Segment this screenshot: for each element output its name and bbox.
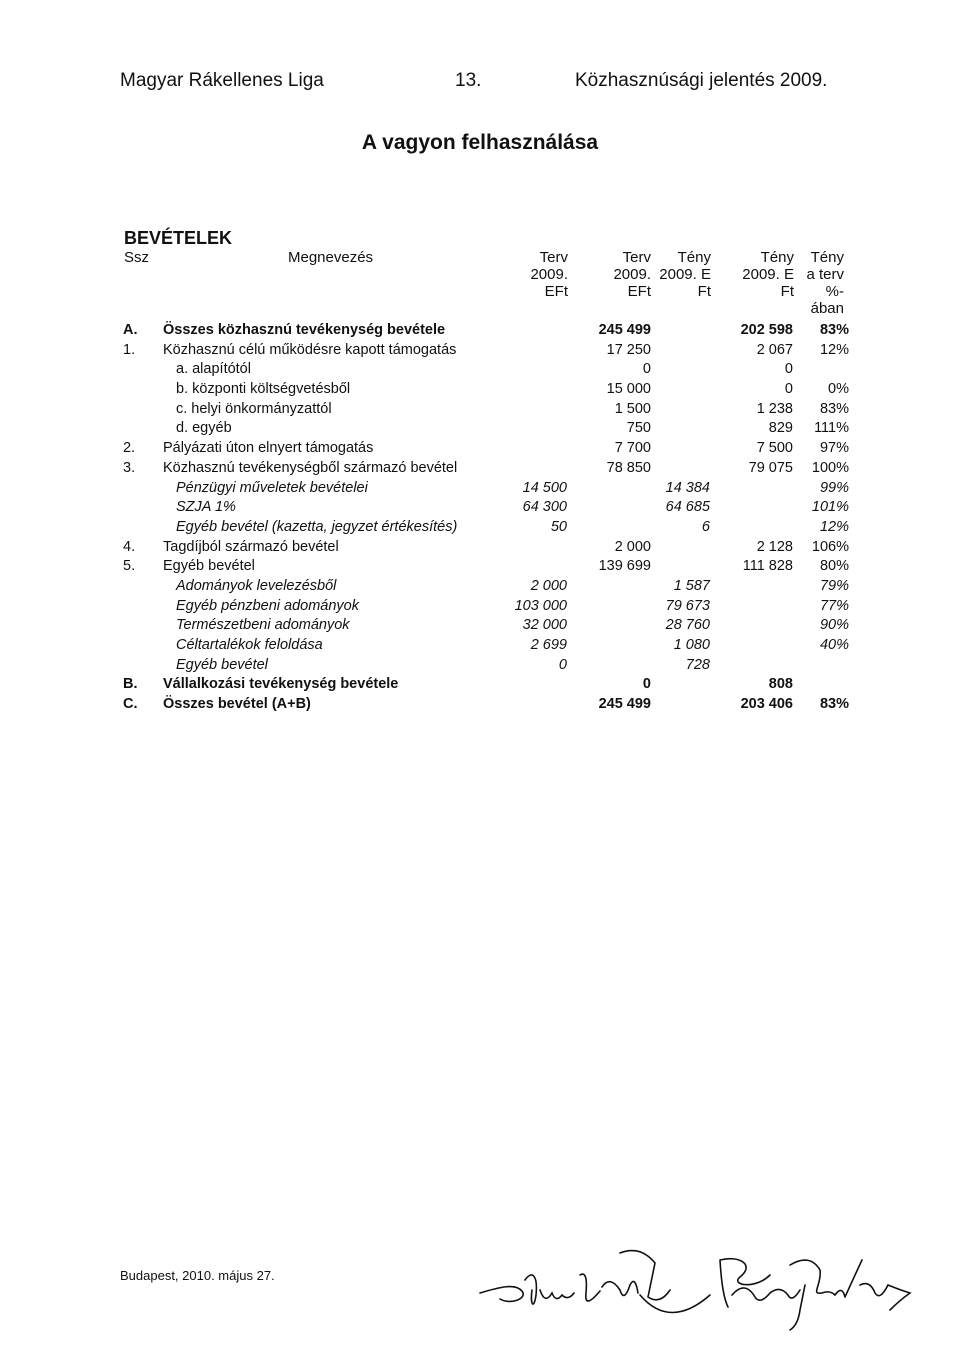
col-header-line: 2009.: [530, 266, 568, 283]
row-ssz: C.: [123, 696, 138, 713]
row-teny-1: 14 384: [665, 479, 710, 496]
table-row: [0, 380, 960, 400]
row-ssz: B.: [123, 676, 138, 693]
row-teny-pct: 99%: [819, 479, 849, 496]
row-teny-pct: 101%: [811, 499, 849, 516]
row-teny-1: 728: [685, 656, 710, 673]
col-header-teny-1: [659, 249, 711, 300]
row-teny-2: 7 500: [756, 440, 793, 457]
row-name: Adományok levelezésből: [176, 577, 337, 594]
table-row: [0, 577, 960, 597]
col-header-teny-pct: [806, 249, 844, 317]
col-header-line: ában: [810, 300, 844, 317]
row-terv-2: 78 850: [606, 459, 651, 476]
row-terv-1: 103 000: [514, 597, 567, 614]
row-name: Pénzügyi műveletek bevételei: [176, 479, 368, 496]
row-name: Pályázati úton elnyert támogatás: [163, 440, 374, 457]
row-name: Egyéb bevétel: [163, 558, 255, 575]
row-name: Tagdíjból származó bevétel: [163, 538, 339, 555]
row-teny-pct: 0%: [828, 381, 849, 398]
row-terv-2: 245 499: [598, 322, 651, 338]
row-teny-pct: 79%: [819, 577, 849, 594]
row-terv-2: 0: [642, 676, 651, 693]
table-row: [0, 538, 960, 558]
row-name: Közhasznú tevékenységből származó bevétel: [163, 459, 458, 476]
revenue-table: [0, 321, 960, 715]
section-heading: BEVÉTELEK: [124, 228, 233, 248]
row-teny-pct: 77%: [819, 597, 849, 614]
row-teny-2: 808: [768, 676, 793, 693]
table-row: [0, 439, 960, 459]
row-teny-pct: 83%: [819, 322, 849, 338]
row-teny-pct: 106%: [811, 538, 849, 555]
row-name: SZJA 1%: [176, 499, 236, 516]
row-teny-1: 79 673: [665, 597, 710, 614]
row-name: Természetbeni adományok: [176, 617, 350, 634]
row-teny-1: 1 080: [673, 637, 710, 653]
row-terv-1: 0: [558, 656, 567, 673]
table-row: [0, 498, 960, 518]
row-teny-pct: 40%: [819, 637, 849, 653]
row-name: c. helyi önkormányzattól: [176, 400, 332, 417]
col-header-line: a terv: [806, 266, 844, 283]
table-row: [0, 636, 960, 656]
table-row: [0, 557, 960, 577]
row-terv-2: 0: [642, 361, 651, 378]
col-header-line: 2009.: [613, 266, 651, 283]
row-terv-1: 14 500: [522, 479, 567, 496]
table-row: [0, 656, 960, 676]
col-header-line: Tény: [810, 249, 844, 266]
col-header-line: Tény: [677, 249, 711, 266]
row-terv-1: 50: [550, 518, 567, 535]
row-teny-pct: 83%: [819, 400, 849, 417]
table-row: [0, 459, 960, 479]
row-name: Egyéb bevétel: [176, 656, 268, 673]
table-row: [0, 321, 960, 341]
row-name: Egyéb pénzbeni adományok: [176, 597, 359, 614]
col-header-line: Ft: [780, 283, 794, 300]
row-teny-pct: 111%: [814, 420, 849, 437]
row-name: a. alapítótól: [176, 361, 251, 378]
row-terv-2: 2 000: [614, 538, 651, 555]
row-name: Céltartalékok feloldása: [176, 637, 323, 653]
col-header-line: Terv: [622, 249, 651, 266]
row-name: Összes bevétel (A+B): [163, 696, 311, 713]
table-row: [0, 616, 960, 636]
row-name: Közhasznú célú működésre kapott támogatás: [163, 341, 457, 358]
table-row: [0, 360, 960, 380]
row-teny-2: 111 828: [742, 558, 793, 575]
row-teny-1: 1 587: [673, 577, 710, 594]
row-teny-2: 2 128: [756, 538, 793, 555]
header-report-title: Közhasznúsági jelentés 2009.: [575, 70, 828, 91]
row-terv-1: 2 000: [530, 577, 567, 594]
col-header-name: Megnevezés: [288, 249, 374, 266]
row-teny-2: 2 067: [756, 341, 793, 358]
row-teny-pct: 100%: [811, 459, 849, 476]
table-row: [0, 400, 960, 420]
row-terv-2: 139 699: [598, 558, 651, 575]
row-terv-2: 750: [626, 420, 651, 437]
col-header-line: EFt: [544, 283, 568, 300]
col-header-terv-2: [613, 249, 651, 300]
header-org: Magyar Rákellenes Liga: [120, 70, 324, 91]
row-teny-pct: 83%: [819, 696, 849, 713]
row-teny-pct: 12%: [819, 341, 849, 358]
row-terv-2: 1 500: [614, 400, 651, 417]
table-row: [0, 597, 960, 617]
col-header-line: Ft: [697, 283, 711, 300]
row-teny-2: 0: [784, 361, 793, 378]
row-ssz: 1.: [123, 341, 136, 358]
row-teny-2: 203 406: [740, 696, 793, 713]
table-row: [0, 675, 960, 695]
table-row: [0, 341, 960, 361]
col-header-line: 2009. E: [659, 266, 711, 283]
row-name: d. egyéb: [176, 420, 232, 437]
row-terv-1: 2 699: [530, 637, 567, 653]
row-teny-1: 6: [701, 518, 710, 535]
row-teny-2: 829: [768, 420, 793, 437]
row-name: b. központi költségvetésből: [176, 381, 351, 398]
row-teny-2: 1 238: [756, 400, 793, 417]
page-title: A vagyon felhasználása: [361, 131, 599, 154]
col-header-line: EFt: [627, 283, 651, 300]
row-terv-2: 15 000: [606, 381, 651, 398]
row-terv-2: 245 499: [598, 696, 651, 713]
row-teny-2: 0: [784, 381, 793, 398]
row-name: Összes közhasznú tevékenység bevétele: [163, 322, 446, 338]
header-page-number: 13.: [455, 70, 482, 91]
row-teny-1: 64 685: [665, 499, 710, 516]
row-teny-1: 28 760: [665, 617, 710, 634]
row-teny-pct: 90%: [819, 617, 849, 634]
table-row: [0, 419, 960, 439]
col-header-ssz: Ssz: [124, 249, 150, 266]
col-header-terv-1: [530, 249, 568, 300]
table-row: [0, 479, 960, 499]
col-header-line: 2009. E: [742, 266, 794, 283]
col-header-line: Tény: [760, 249, 794, 266]
row-terv-1: 32 000: [522, 617, 567, 634]
row-ssz: A.: [123, 322, 138, 338]
table-row: [0, 518, 960, 538]
col-header-line: Terv: [539, 249, 568, 266]
row-name: Vállalkozási tevékenység bevétele: [163, 676, 399, 693]
row-teny-2: 202 598: [740, 322, 793, 338]
row-teny-pct: 80%: [819, 558, 849, 575]
row-ssz: 5.: [123, 558, 136, 575]
row-terv-2: 7 700: [614, 440, 651, 457]
row-teny-pct: 12%: [819, 518, 849, 535]
row-ssz: 4.: [123, 538, 136, 555]
row-teny-2: 79 075: [748, 459, 793, 476]
row-name: Egyéb bevétel (kazetta, jegyzet értékesítés): [176, 518, 458, 535]
table-row: [0, 695, 960, 715]
row-ssz: 2.: [123, 440, 136, 457]
row-ssz: 3.: [123, 459, 136, 476]
footer-place-date: Budapest, 2010. május 27.: [120, 1268, 275, 1283]
row-teny-pct: 97%: [819, 440, 849, 457]
col-header-line: %-: [825, 283, 844, 300]
row-terv-2: 17 250: [606, 341, 651, 358]
col-header-teny-2: [742, 249, 794, 300]
signature-image: [470, 1235, 920, 1335]
row-terv-1: 64 300: [522, 499, 567, 516]
